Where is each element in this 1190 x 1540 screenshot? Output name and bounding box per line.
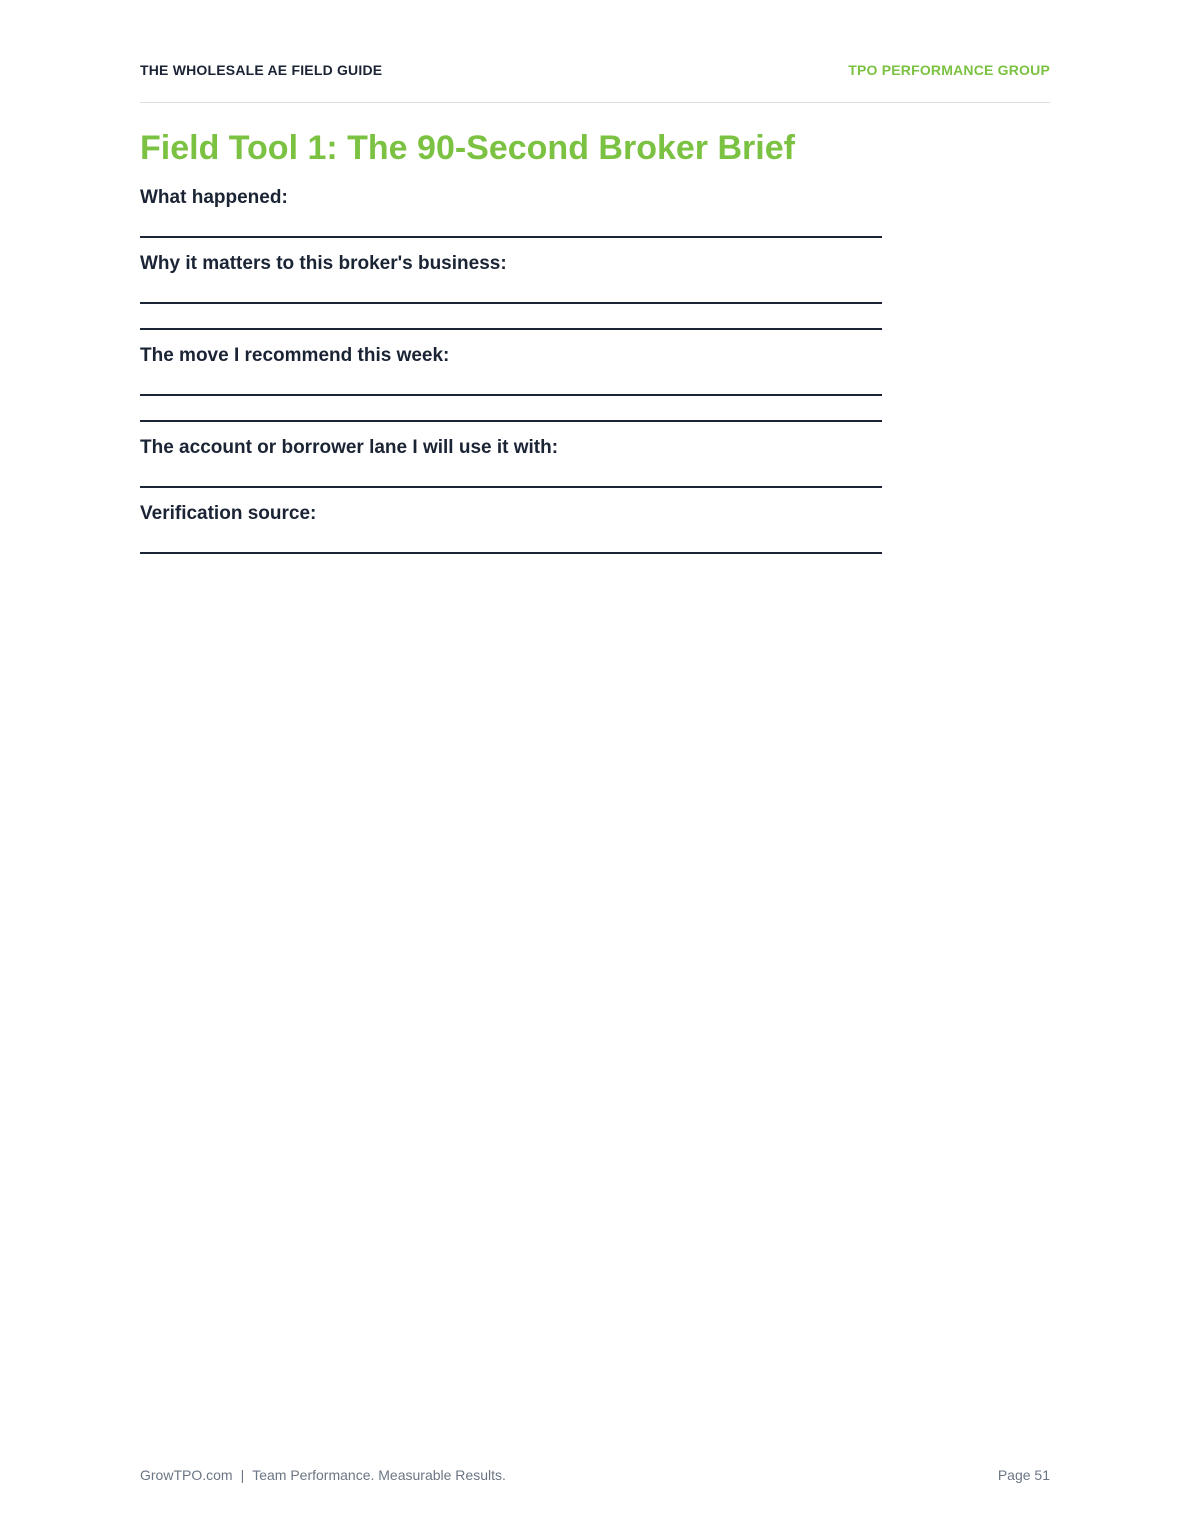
answer-line[interactable] bbox=[140, 396, 882, 422]
field-label: The account or borrower lane I will use it with: bbox=[140, 437, 559, 458]
answer-line[interactable] bbox=[140, 370, 882, 396]
field-why-it-matters bbox=[140, 252, 882, 330]
footer-separator: | bbox=[240, 1467, 245, 1483]
field-recommended-move bbox=[140, 344, 882, 422]
field-label: What happened: bbox=[140, 187, 288, 208]
page-header bbox=[140, 62, 1050, 103]
footer-site-link: GrowTPO.com bbox=[140, 1467, 233, 1483]
answer-line[interactable] bbox=[140, 304, 882, 330]
publisher-name: TPO PERFORMANCE GROUP bbox=[848, 62, 1050, 78]
field-label: The move I recommend this week: bbox=[140, 345, 450, 366]
field-account-lane bbox=[140, 436, 882, 488]
page-title: Field Tool 1: The 90-Second Broker Brief bbox=[140, 129, 795, 167]
brief-form bbox=[140, 186, 882, 554]
page-number: Page 51 bbox=[997, 1467, 1050, 1483]
guide-title: THE WHOLESALE AE FIELD GUIDE bbox=[140, 62, 383, 78]
field-label: Verification source: bbox=[140, 503, 317, 524]
footer-left bbox=[140, 1467, 506, 1483]
field-label: Why it matters to this broker's business: bbox=[140, 253, 507, 274]
field-what-happened bbox=[140, 186, 882, 238]
field-verification-source bbox=[140, 502, 882, 554]
answer-line[interactable] bbox=[140, 528, 882, 554]
answer-line[interactable] bbox=[140, 462, 882, 488]
answer-line[interactable] bbox=[140, 212, 882, 238]
footer-tagline: Team Performance. Measurable Results. bbox=[252, 1467, 506, 1483]
answer-line[interactable] bbox=[140, 278, 882, 304]
